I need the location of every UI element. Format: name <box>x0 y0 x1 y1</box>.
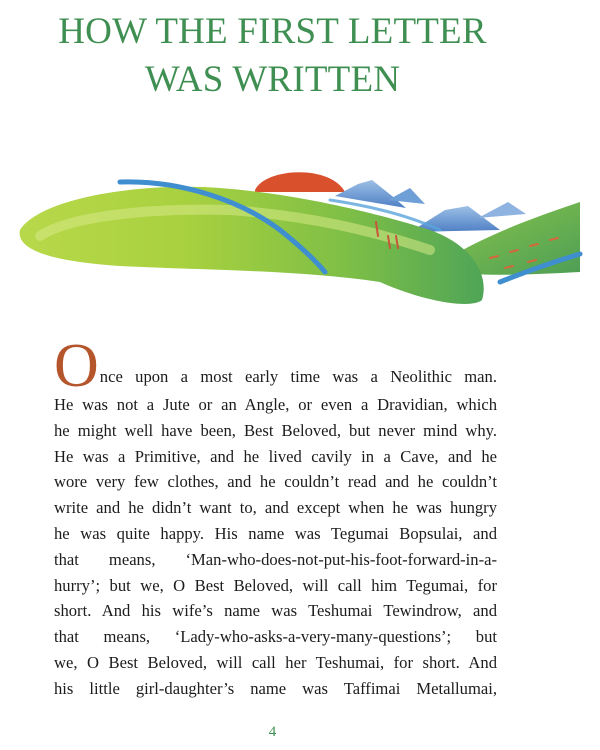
text-line: his little girl-daughter’s name was Taffimai Metallumai, <box>54 678 497 698</box>
text-line: write and he didn’t want to, and except when he was hungry <box>54 498 497 518</box>
text-line: we, O Best Beloved, will call her Teshumai, for short. And <box>54 652 497 672</box>
mountain-shape <box>478 202 526 218</box>
text-line: He was not a Jute or an Angle, or even a Dravidian, which <box>54 395 497 414</box>
text-line: hurry’; but we, O Best Beloved, will call him Tegumai, for <box>54 575 497 595</box>
chapter-title <box>0 8 545 104</box>
chapter-title-line-2: WAS WRITTEN <box>144 59 401 100</box>
text-line: wore very few clothes, and he couldn’t read and he couldn’t <box>54 472 497 492</box>
chapter-title-line-1: HOW THE FIRST LETTER <box>58 11 487 52</box>
story-text <box>54 332 497 702</box>
text-line: he might well have been, Best Beloved, but never mind why. <box>54 420 497 440</box>
first-paragraph-start <box>54 332 497 400</box>
text-line: nce upon a most early time was a Neolithic man. <box>99 367 497 387</box>
page-number: 4 <box>268 724 277 740</box>
text-line: he was quite happy. His name was Tegumai Bopsulai, and <box>54 523 497 543</box>
text-line: short. And his wife’s name was Teshumai Tewindrow, and <box>54 601 497 621</box>
text-line: that means, ‘Man-who-does-not-put-his-foot-forward-in-a- <box>54 549 497 569</box>
text-line: He was a Primitive, and he lived cavily in a Cave, and he <box>54 446 497 466</box>
text-line: that means, ‘Lady-who-asks-a-very-many-questions’; but <box>54 627 497 647</box>
drop-cap: O <box>54 332 99 400</box>
landscape-illustration <box>0 150 600 320</box>
sun-shape <box>255 172 345 192</box>
